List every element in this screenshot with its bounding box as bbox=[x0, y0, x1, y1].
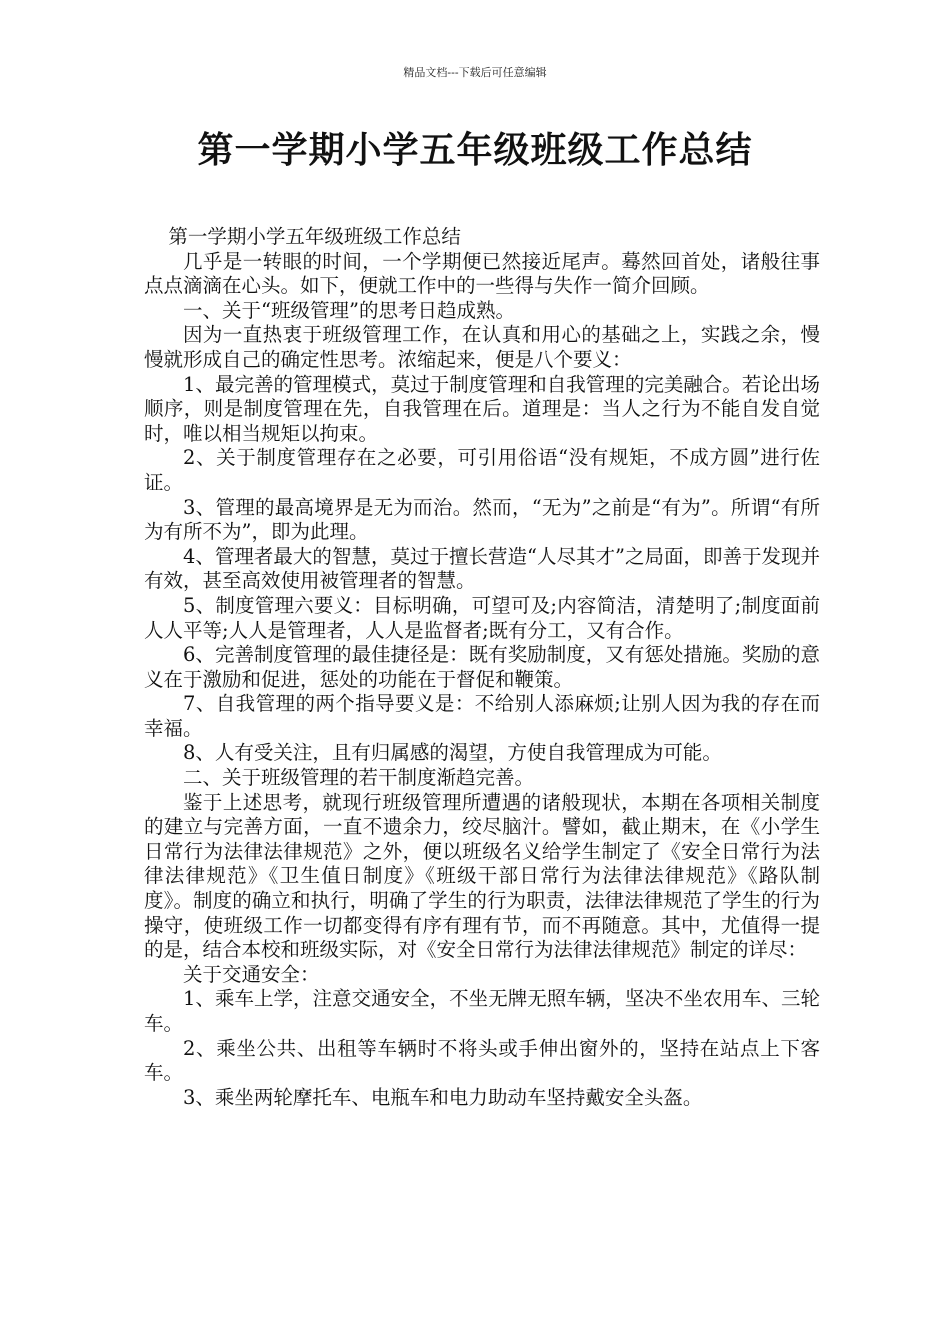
section-heading: 一、关于“班级管理”的思考日趋成熟。 bbox=[183, 298, 515, 322]
list-item: 3、管理的最高境界是无为而治。然而，“无为”之前是“有为”。所谓“有所为有所不为”，即为此理。 bbox=[144, 495, 820, 544]
list-item: 1、乘车上学，注意交通安全，不坐无牌无照车辆，坚决不坐农用车、三轮车。 bbox=[144, 987, 820, 1035]
document-body bbox=[144, 225, 820, 1110]
subheading: 关于交通安全： bbox=[183, 962, 320, 986]
paragraph: 因为一直热衷于班级管理工作，在认真和用心的基础之上，实践之余，慢慢就形成自己的确定性思考。浓缩起来，便是八个要义： bbox=[144, 323, 820, 371]
list-item: 8、人有受关注，且有归属感的渴望，方使自我管理成为可能。 bbox=[183, 741, 722, 765]
list-item: 2、乘坐公共、出租等车辆时不将头或手伸出窗外的，坚持在站点上下客车。 bbox=[144, 1036, 820, 1085]
section-heading: 二、关于班级管理的若干制度渐趋完善。 bbox=[183, 766, 535, 790]
list-item: 2、关于制度管理存在之必要，可引用俗语“没有规矩，不成方圆”进行佐证。 bbox=[144, 446, 820, 494]
list-item: 4、管理者最大的智慧，莫过于擅长营造“人尽其才”之局面，即善于发现并有效，甚至高效使用被管理者的智慧。 bbox=[144, 544, 820, 593]
paragraph: 鉴于上述思考，就现行班级管理所遭遇的诸般现状，本期在各项相关制度的建立与完善方面，一直不遗余力，绞尽脑汁。譬如，截止期末，在《小学生日常行为法律法律规范》之外，便以班级名义给学生制定了《安全日常行为法律法律规范》《卫生值日制度》《班级干部日常行为法律法律规范》《路队制度》。制度的确立和执行，明确了学生的行为职责，法律法律规范了学生的行为操守，使班级工作一切都变得有序有理有节，而不再随意。其中，尤值得一提的是，结合本校和班级实际，对《安全日常行为法律法律规范》制定的详尽： bbox=[144, 790, 820, 962]
list-item: 1、最完善的管理模式，莫过于制度管理和自我管理的完美融合。若论出场顺序，则是制度管理在先，自我管理在后。道理是：当人之行为不能自发自觉时，唯以相当规矩以拘束。 bbox=[144, 372, 820, 445]
list-item: 5、制度管理六要义：目标明确，可望可及;内容简洁，清楚明了;制度面前人人平等;人人是管理者，人人是监督者;既有分工，又有合作。 bbox=[144, 593, 820, 642]
paragraph: 几乎是一转眼的时间，一个学期便已然接近尾声。蓦然回首处，诸般往事点点滴滴在心头。如下，便就工作中的一些得与失作一简介回顾。 bbox=[144, 249, 820, 298]
list-item: 6、完善制度管理的最佳捷径是：既有奖励制度，又有惩处措施。奖励的意义在于激励和促进，惩处的功能在于督促和鞭策。 bbox=[144, 643, 820, 691]
list-item: 7、自我管理的两个指导要义是：不给别人添麻烦;让别人因为我的存在而幸福。 bbox=[144, 692, 820, 740]
header-note: 精品文档---下载后可任意编辑 bbox=[403, 66, 547, 79]
list-item: 3、乘坐两轮摩托车、电瓶车和电力助动车坚持戴安全头盔。 bbox=[183, 1085, 703, 1109]
body-subtitle: 第一学期小学五年级班级工作总结 bbox=[168, 225, 461, 248]
document-title: 第一学期小学五年级班级工作总结 bbox=[197, 130, 753, 171]
